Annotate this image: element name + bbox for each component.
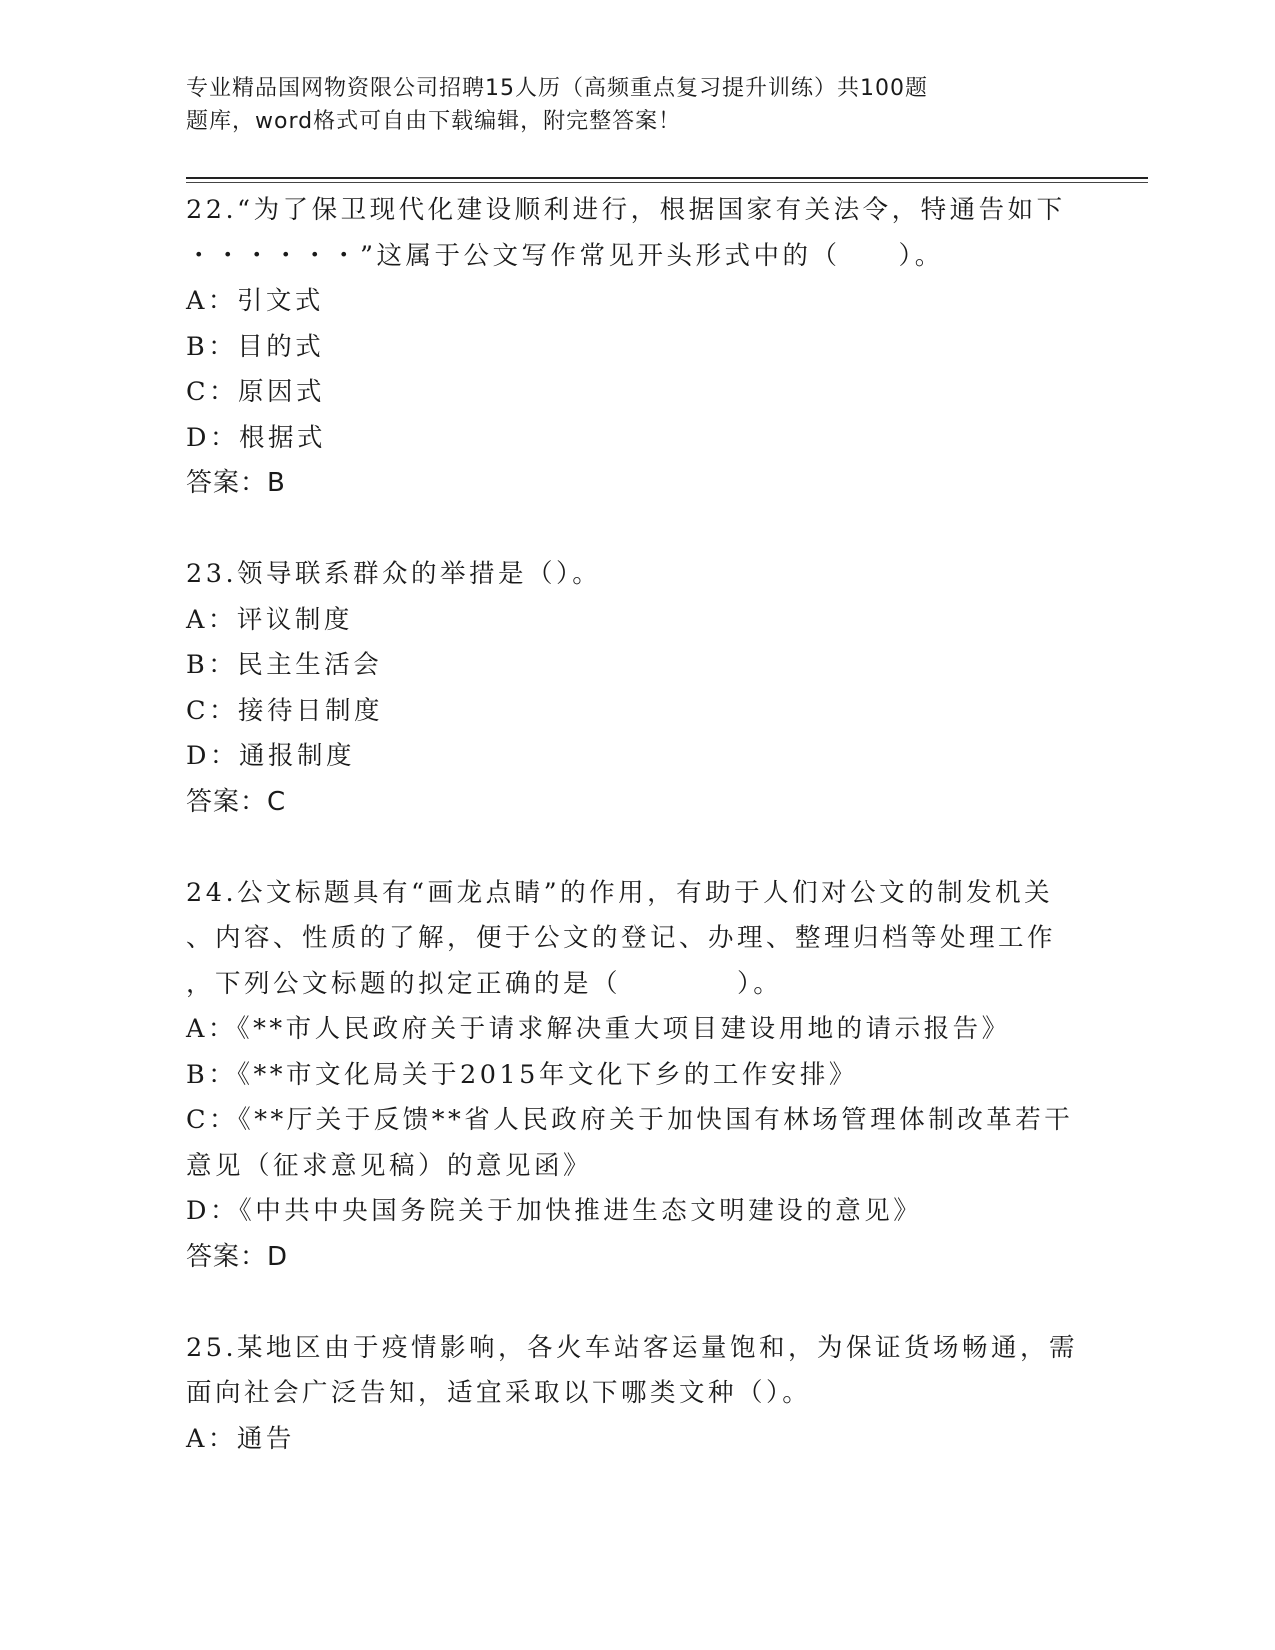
- question-text-line: 23.领导联系群众的举措是（）。: [186, 559, 602, 589]
- option-a: A：引文式: [186, 286, 324, 316]
- question-list: [186, 188, 1086, 1462]
- option-d: D：《中共中央国务院关于加快推进生态文明建设的意见》: [186, 1196, 923, 1226]
- option-b: B：目的式: [186, 331, 325, 362]
- answer: 答案：D: [186, 1241, 289, 1272]
- option-c: C：《**厅关于反馈**省人民政府关于加快国有林场管理体制改革若干: [186, 1105, 1074, 1135]
- question-text-line: 面向社会广泛告知，适宜采取以下哪类文种（）。: [186, 1378, 812, 1408]
- header-line-1: 专业精品国网物资限公司招聘15人历（高频重点复习提升训练）共100题: [186, 76, 928, 101]
- option-c-continued: 意见（征求意见稿）的意见函》: [186, 1150, 593, 1181]
- option-c: C：原因式: [186, 377, 326, 407]
- answer: 答案：B: [186, 468, 286, 498]
- option-d: D：通报制度: [186, 741, 355, 771]
- option-b: B：《**市文化局关于2015年文化下乡的工作安排》: [186, 1059, 858, 1090]
- question-25: [186, 1326, 1086, 1463]
- question-text-line: 、内容、性质的了解，便于公文的登记、办理、整理归档等处理工作: [186, 923, 1057, 953]
- question-23: [186, 552, 1086, 825]
- option-a: A：评议制度: [186, 604, 353, 635]
- question-spacer: [186, 507, 1086, 553]
- option-a: A：通告: [186, 1423, 295, 1454]
- answer: 答案：C: [186, 786, 287, 817]
- header-divider-thick: [186, 177, 1148, 179]
- header-divider-thin: [186, 182, 1148, 183]
- option-a: A：《**市人民政府关于请求解决重大项目建设用地的请示报告》: [186, 1014, 1011, 1044]
- question-24: [186, 871, 1086, 1281]
- option-b: B：民主生活会: [186, 650, 383, 680]
- option-d: D：根据式: [186, 422, 326, 453]
- question-text-line: 25.某地区由于疫情影响，各火车站客运量饱和，为保证货场畅通，需: [186, 1332, 1079, 1363]
- question-22: [186, 188, 1086, 507]
- question-spacer: [186, 1280, 1086, 1326]
- question-spacer: [186, 825, 1086, 871]
- header-line-2: 题库，word格式可自由下载编辑，附完整答案！: [186, 109, 682, 134]
- question-text-line: 24.公文标题具有“画龙点睛”的作用，有助于人们对公文的制发机关: [186, 877, 1054, 908]
- option-c: C：接待日制度: [186, 695, 384, 726]
- question-text-line: 22.“为了保卫现代化建设顺利进行，根据国家有关法令，特通告如下: [186, 195, 1066, 225]
- question-text-line: ・・・・・・”这属于公文写作常见开头形式中的（ ）。: [186, 240, 944, 271]
- question-text-line: ，下列公文标题的拟定正确的是（ ）。: [186, 968, 783, 999]
- document-header: [186, 72, 1046, 138]
